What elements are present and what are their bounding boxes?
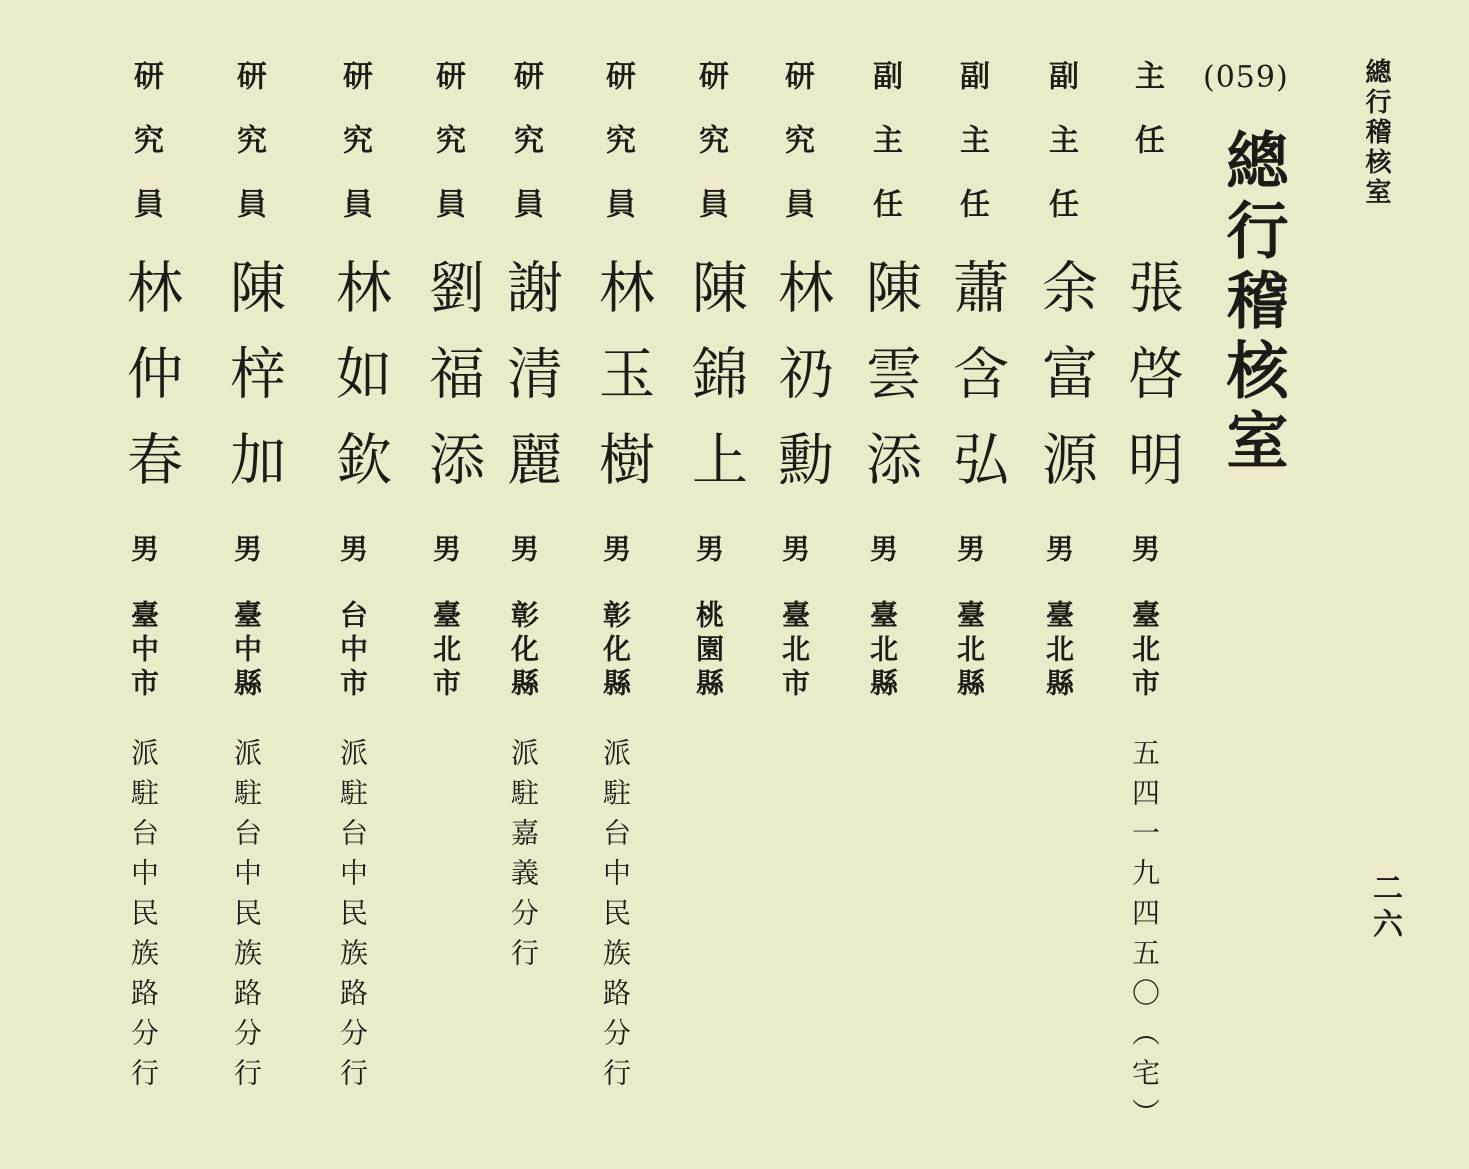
staff-title: 研究員 <box>508 60 543 252</box>
staff-origin: 臺中市 <box>127 600 160 702</box>
staff-name: 陳梓加 <box>221 258 286 516</box>
staff-sex: 男 <box>599 534 632 562</box>
section-title: 總行稽核室 <box>1216 128 1289 478</box>
staff-origin: 臺北市 <box>429 600 462 702</box>
staff-sex: 男 <box>866 534 899 562</box>
staff-name: 蕭含弘 <box>944 258 1009 516</box>
staff-sex: 男 <box>1042 534 1075 562</box>
staff-origin: 臺北縣 <box>953 600 986 702</box>
staff-name: 林如欽 <box>327 258 392 516</box>
staff-note: 派駐嘉義分行 <box>507 738 540 978</box>
staff-name: 陳雲添 <box>857 258 922 516</box>
staff-title: 研究員 <box>693 60 728 252</box>
staff-title: 研究員 <box>337 60 372 252</box>
staff-name: 謝清麗 <box>498 258 563 516</box>
staff-sex: 男 <box>336 534 369 562</box>
staff-title: 副主任 <box>1043 60 1078 252</box>
staff-sex: 男 <box>127 534 160 562</box>
staff-title: 副主任 <box>867 60 902 252</box>
staff-name: 劉福添 <box>420 258 485 516</box>
staff-note: 派駐台中民族路分行 <box>336 738 369 1098</box>
section-code: (059) <box>1203 60 1289 95</box>
staff-origin: 台中市 <box>336 600 369 702</box>
staff-title: 研究員 <box>430 60 465 252</box>
staff-note: 派駐台中民族路分行 <box>127 738 160 1098</box>
staff-title: 研究員 <box>779 60 814 252</box>
staff-name: 余富源 <box>1033 258 1098 516</box>
staff-origin: 彰化縣 <box>507 600 540 702</box>
staff-note: 派駐台中民族路分行 <box>599 738 632 1098</box>
staff-title: 研究員 <box>128 60 163 252</box>
staff-origin: 臺北市 <box>778 600 811 702</box>
page-number: 二六 <box>1367 872 1402 944</box>
staff-name: 林礽勳 <box>769 258 834 516</box>
staff-note: 派駐台中民族路分行 <box>230 738 263 1098</box>
staff-title: 主任 <box>1129 60 1164 188</box>
staff-origin: 臺北市 <box>1128 600 1161 702</box>
staff-sex: 男 <box>692 534 725 562</box>
staff-title: 副主任 <box>954 60 989 252</box>
staff-origin: 臺北縣 <box>1042 600 1075 702</box>
staff-title: 研究員 <box>231 60 266 252</box>
staff-name: 陳錦上 <box>683 258 748 516</box>
staff-note: 五四一九四五〇（宅） <box>1128 738 1161 1138</box>
staff-sex: 男 <box>778 534 811 562</box>
running-head: 總行稽核室 <box>1361 58 1391 208</box>
staff-sex: 男 <box>429 534 462 562</box>
staff-origin: 臺北縣 <box>866 600 899 702</box>
staff-title: 研究員 <box>600 60 635 252</box>
staff-name: 林仲春 <box>118 258 183 516</box>
staff-name: 林玉樹 <box>590 258 655 516</box>
staff-sex: 男 <box>507 534 540 562</box>
staff-sex: 男 <box>953 534 986 562</box>
staff-sex: 男 <box>230 534 263 562</box>
staff-sex: 男 <box>1128 534 1161 562</box>
staff-origin: 彰化縣 <box>599 600 632 702</box>
staff-name: 張啓明 <box>1119 258 1184 516</box>
staff-origin: 桃園縣 <box>692 600 725 702</box>
staff-origin: 臺中縣 <box>230 600 263 702</box>
